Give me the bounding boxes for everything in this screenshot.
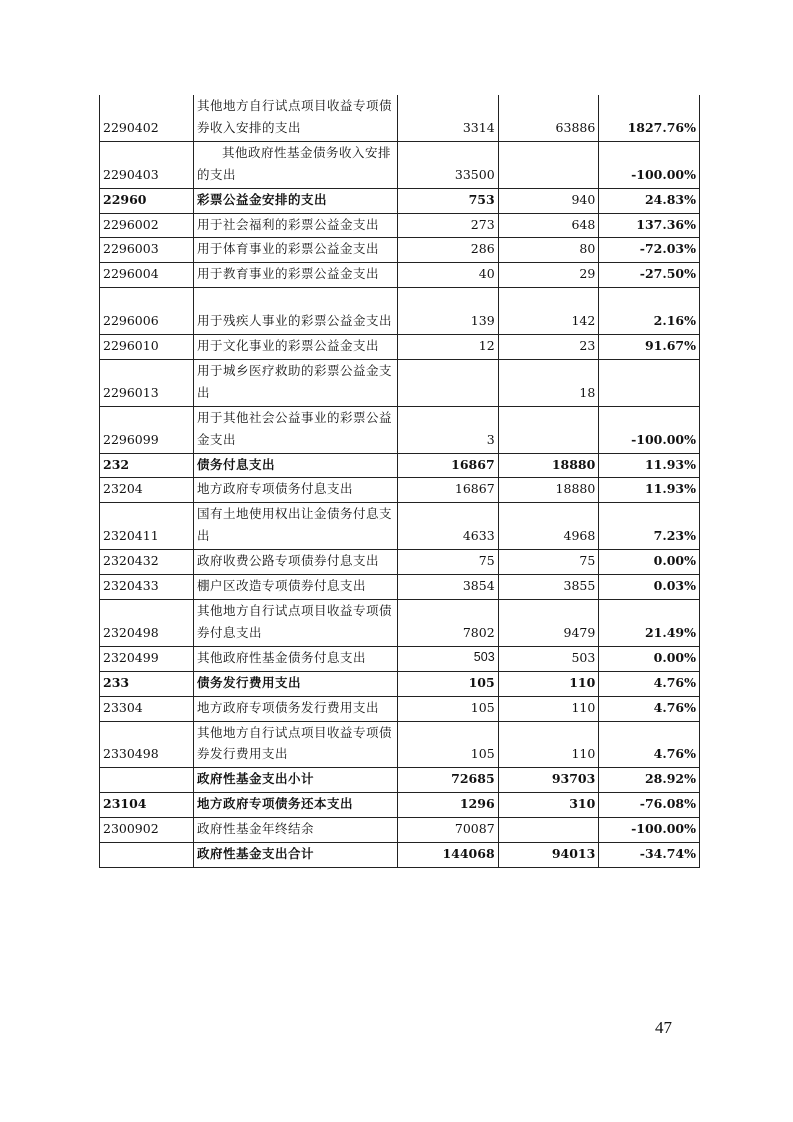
current-year-value-cell: 4968 xyxy=(498,503,599,550)
item-name-cell: 政府收费公路专项债券付息支出 xyxy=(194,550,398,575)
table-row xyxy=(100,406,700,453)
item-code-cell: 2296004 xyxy=(100,263,194,288)
item-code-cell: 23104 xyxy=(100,793,194,818)
item-code-cell: 233 xyxy=(100,671,194,696)
change-percent-cell: -100.00% xyxy=(599,818,700,843)
table-row xyxy=(100,646,700,671)
item-name-cell: 其他地方自行试点项目收益专项债券收入安排的支出 xyxy=(194,95,398,141)
change-percent-cell: -76.08% xyxy=(599,793,700,818)
table-row xyxy=(100,238,700,263)
item-name-cell: 国有土地使用权出让金债务付息支出 xyxy=(194,503,398,550)
change-percent-cell: 0.00% xyxy=(599,550,700,575)
change-percent-cell: 7.23% xyxy=(599,503,700,550)
change-percent-cell: 0.03% xyxy=(599,575,700,600)
item-code-cell: 2296002 xyxy=(100,213,194,238)
item-name-cell: 政府性基金支出合计 xyxy=(194,843,398,868)
item-name-cell: 彩票公益金安排的支出 xyxy=(194,188,398,213)
table-row xyxy=(100,671,700,696)
prior-year-value-cell: 72685 xyxy=(398,768,499,793)
item-name-cell: 用于社会福利的彩票公益金支出 xyxy=(194,213,398,238)
item-name-cell: 地方政府专项债务还本支出 xyxy=(194,793,398,818)
item-code-cell: 232 xyxy=(100,453,194,478)
current-year-value-cell: 142 xyxy=(498,288,599,335)
change-percent-cell: -72.03% xyxy=(599,238,700,263)
item-code-cell: 22960 xyxy=(100,188,194,213)
current-year-value-cell xyxy=(498,818,599,843)
table-row xyxy=(100,550,700,575)
prior-year-value-cell: 4633 xyxy=(398,503,499,550)
current-year-value-cell: 110 xyxy=(498,696,599,721)
item-code-cell: 2330498 xyxy=(100,721,194,768)
prior-year-value-cell: 16867 xyxy=(398,453,499,478)
current-year-value-cell: 80 xyxy=(498,238,599,263)
government-fund-expenditure-table xyxy=(99,95,700,868)
table-row xyxy=(100,453,700,478)
item-name-cell: 其他地方自行试点项目收益专项债券发行费用支出 xyxy=(194,721,398,768)
item-name-cell: 其他地方自行试点项目收益专项债券付息支出 xyxy=(194,600,398,647)
current-year-value-cell: 3855 xyxy=(498,575,599,600)
item-code-cell: 2320433 xyxy=(100,575,194,600)
item-code-cell: 2300902 xyxy=(100,818,194,843)
current-year-value-cell: 503 xyxy=(498,646,599,671)
prior-year-value-cell: 3314 xyxy=(398,95,499,141)
item-name-cell: 棚户区改造专项债券付息支出 xyxy=(194,575,398,600)
item-code-cell: 2320498 xyxy=(100,600,194,647)
prior-year-value-cell: 3854 xyxy=(398,575,499,600)
table-row xyxy=(100,478,700,503)
prior-year-value-cell: 75 xyxy=(398,550,499,575)
item-code-cell xyxy=(100,768,194,793)
table-row xyxy=(100,503,700,550)
prior-year-value-cell: 70087 xyxy=(398,818,499,843)
change-percent-cell: -27.50% xyxy=(599,263,700,288)
prior-year-value-cell: 286 xyxy=(398,238,499,263)
item-name-cell: 其他政府性基金债务付息支出 xyxy=(194,646,398,671)
item-code-cell xyxy=(100,843,194,868)
item-code-cell: 2296003 xyxy=(100,238,194,263)
table-row xyxy=(100,843,700,868)
change-percent-cell: 4.76% xyxy=(599,671,700,696)
current-year-value-cell: 110 xyxy=(498,721,599,768)
change-percent-cell: 24.83% xyxy=(599,188,700,213)
prior-year-value-cell: 144068 xyxy=(398,843,499,868)
table-row xyxy=(100,768,700,793)
item-name-cell: 用于残疾人事业的彩票公益金支出 xyxy=(194,288,398,335)
table-row xyxy=(100,793,700,818)
prior-year-value-cell: 273 xyxy=(398,213,499,238)
current-year-value-cell: 29 xyxy=(498,263,599,288)
change-percent-cell: 2.16% xyxy=(599,288,700,335)
current-year-value-cell: 18880 xyxy=(498,453,599,478)
current-year-value-cell xyxy=(498,406,599,453)
change-percent-cell: 21.49% xyxy=(599,600,700,647)
prior-year-value-cell xyxy=(398,359,499,406)
item-name-cell: 用于城乡医疗救助的彩票公益金支出 xyxy=(194,359,398,406)
item-name-cell: 政府性基金支出小计 xyxy=(194,768,398,793)
change-percent-cell: 11.93% xyxy=(599,478,700,503)
item-code-cell: 2320432 xyxy=(100,550,194,575)
change-percent-cell: 11.93% xyxy=(599,453,700,478)
change-percent-cell: 137.36% xyxy=(599,213,700,238)
item-code-cell: 23204 xyxy=(100,478,194,503)
item-code-cell: 2296010 xyxy=(100,335,194,360)
current-year-value-cell: 93703 xyxy=(498,768,599,793)
item-name-cell: 债务发行费用支出 xyxy=(194,671,398,696)
prior-year-value-cell: 753 xyxy=(398,188,499,213)
change-percent-cell: 1827.76% xyxy=(599,95,700,141)
item-name-cell: 债务付息支出 xyxy=(194,453,398,478)
current-year-value-cell: 310 xyxy=(498,793,599,818)
current-year-value-cell: 940 xyxy=(498,188,599,213)
current-year-value-cell: 648 xyxy=(498,213,599,238)
item-code-cell: 2290403 xyxy=(100,141,194,188)
table-row xyxy=(100,600,700,647)
table-row xyxy=(100,213,700,238)
item-name-cell: 其他政府性基金债务收入安排的支出 xyxy=(194,141,398,188)
prior-year-value-cell: 1296 xyxy=(398,793,499,818)
table-row xyxy=(100,95,700,141)
prior-year-value-cell: 33500 xyxy=(398,141,499,188)
item-name-cell: 政府性基金年终结余 xyxy=(194,818,398,843)
item-name-cell: 用于体育事业的彩票公益金支出 xyxy=(194,238,398,263)
table-row xyxy=(100,818,700,843)
table-row xyxy=(100,263,700,288)
prior-year-value-cell: 139 xyxy=(398,288,499,335)
change-percent-cell: 4.76% xyxy=(599,696,700,721)
item-name-cell: 用于教育事业的彩票公益金支出 xyxy=(194,263,398,288)
change-percent-cell: -100.00% xyxy=(599,406,700,453)
table-row xyxy=(100,359,700,406)
current-year-value-cell: 94013 xyxy=(498,843,599,868)
change-percent-cell xyxy=(599,359,700,406)
current-year-value-cell: 75 xyxy=(498,550,599,575)
prior-year-value-cell: 16867 xyxy=(398,478,499,503)
prior-year-value-cell: 7802 xyxy=(398,600,499,647)
prior-year-value-cell: 105 xyxy=(398,671,499,696)
current-year-value-cell: 9479 xyxy=(498,600,599,647)
item-name-cell: 用于文化事业的彩票公益金支出 xyxy=(194,335,398,360)
current-year-value-cell: 23 xyxy=(498,335,599,360)
current-year-value-cell: 18880 xyxy=(498,478,599,503)
table-row xyxy=(100,721,700,768)
table-row xyxy=(100,141,700,188)
change-percent-cell: 91.67% xyxy=(599,335,700,360)
table-row xyxy=(100,288,700,335)
change-percent-cell: -100.00% xyxy=(599,141,700,188)
prior-year-value-cell: 12 xyxy=(398,335,499,360)
item-code-cell: 2296006 xyxy=(100,288,194,335)
prior-year-value-cell: 503 xyxy=(398,646,499,671)
prior-year-value-cell: 3 xyxy=(398,406,499,453)
item-code-cell: 23304 xyxy=(100,696,194,721)
current-year-value-cell: 110 xyxy=(498,671,599,696)
item-code-cell: 2296013 xyxy=(100,359,194,406)
item-code-cell: 2296099 xyxy=(100,406,194,453)
change-percent-cell: 4.76% xyxy=(599,721,700,768)
item-code-cell: 2320499 xyxy=(100,646,194,671)
table-row xyxy=(100,335,700,360)
change-percent-cell: 0.00% xyxy=(599,646,700,671)
change-percent-cell: -34.74% xyxy=(599,843,700,868)
current-year-value-cell: 18 xyxy=(498,359,599,406)
prior-year-value-cell: 105 xyxy=(398,721,499,768)
prior-year-value-cell: 105 xyxy=(398,696,499,721)
prior-year-value-cell: 40 xyxy=(398,263,499,288)
item-name-cell: 用于其他社会公益事业的彩票公益金支出 xyxy=(194,406,398,453)
change-percent-cell: 28.92% xyxy=(599,768,700,793)
item-name-cell: 地方政府专项债务付息支出 xyxy=(194,478,398,503)
table-row xyxy=(100,188,700,213)
item-name-cell: 地方政府专项债务发行费用支出 xyxy=(194,696,398,721)
current-year-value-cell xyxy=(498,141,599,188)
current-year-value-cell: 63886 xyxy=(498,95,599,141)
item-code-cell: 2320411 xyxy=(100,503,194,550)
table-row xyxy=(100,575,700,600)
page-number: 47 xyxy=(655,1018,672,1037)
item-code-cell: 2290402 xyxy=(100,95,194,141)
table-row xyxy=(100,696,700,721)
